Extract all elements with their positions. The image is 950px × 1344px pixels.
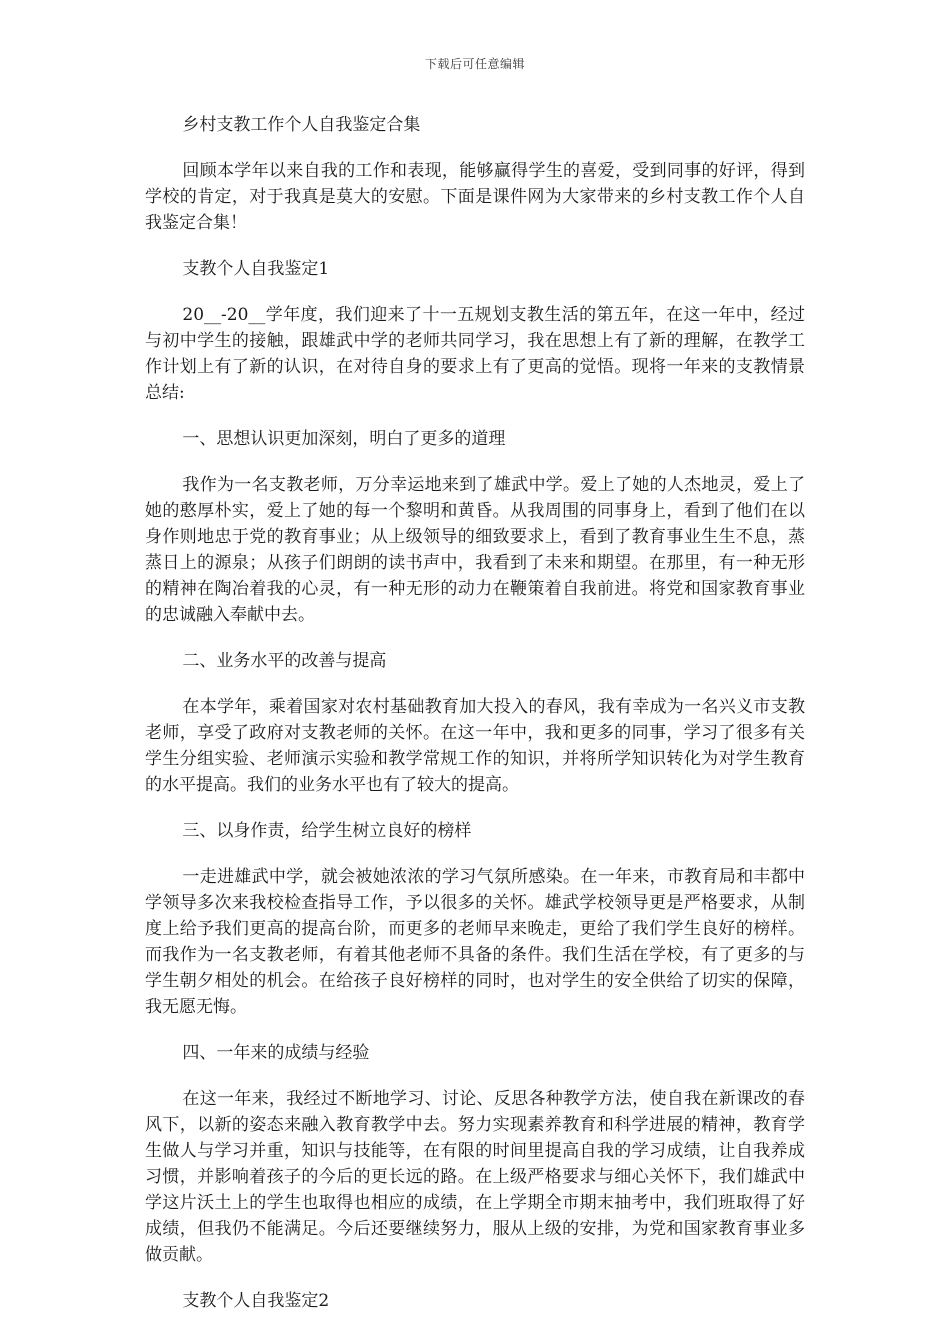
document-title: 乡村支教工作个人自我鉴定合集 <box>182 115 421 135</box>
page-header-note: 下载后可任意编辑 <box>424 57 525 71</box>
section-heading-2: 支教个人自我鉴定2 <box>182 1291 330 1311</box>
body-paragraph: 一走进雄武中学，就会被她浓浓的学习气氛所感染。在一年来，市教育局和丰都中学领导多次来我校检查指导工作，予以很多的关怀。雄武学校领导更是严格要求，从制度上给予我们更高的提高台阶，而更多的老师早来晚走，更给了我们学生良好的榜样。而我作为一名支教老师，有着其他老师不具备的条件。我们生活在学校，有了更多的与学生朝夕相处的机会。在给孩子良好榜样的同时，也对学生的安全供给了切实的保障，我无愿无悔。 <box>145 867 805 1017</box>
body-paragraph: 我作为一名支教老师，万分幸运地来到了雄武中学。爱上了她的人杰地灵，爱上了她的憨厚朴实，爱上了她的每一个黎明和黄昏。从我周围的同事身上，看到了他们在以身作则地忠于党的教育事业；从上级领导的细致要求上，看到了教育事业生生不息，蒸蒸日上的源泉；从孩子们朗朗的读书声中，我看到了未来和期望。在那里，有一种无形的精神在陶冶着我的心灵，有一种无形的动力在鞭策着自我前进。将党和国家教育事业的忠诚融入奉献中去。 <box>145 475 805 625</box>
intro-paragraph: 回顾本学年以来自我的工作和表现，能够赢得学生的喜爱，受到同事的好评，得到学校的肯定，对于我真是莫大的安慰。下面是课件网为大家带来的乡村支教工作个人自我鉴定合集！ <box>145 161 805 233</box>
subsection-heading-2: 二、业务水平的改善与提高 <box>182 651 387 671</box>
subsection-heading-4: 四、一年来的成绩与经验 <box>182 1043 370 1063</box>
body-paragraph: 在本学年，乘着国家对农村基础教育加大投入的春风，我有幸成为一名兴义市支教老师，享受了政府对支教老师的关怀。在这一年中，我和更多的同事，学习了很多有关学生分组实验、老师演示实验和教学常规工作的知识，并将所学知识转化为对学生教育的水平提高。我们的业务水平也有了较大的提高。 <box>145 697 805 795</box>
document-body <box>145 112 805 1334</box>
body-paragraph: 在这一年来，我经过不断地学习、讨论、反思各种教学方法，使自我在新课改的春风下，以新的姿态来融入教育教学中去。努力实现素养教育和科学进展的精神，教育学生做人与学习并重，知识与技能等，在有限的时间里提高自我的学习成绩，让自我养成习惯，并影响着孩子的今后的更长远的路。在上级严格要求与细心关怀下，我们雄武中学这片沃土上的学生也取得也相应的成绩，在上学期全市期末抽考中，我们班取得了好成绩，但我仍不能满足。今后还要继续努力，服从上级的安排，为党和国家教育事业多做贡献。 <box>145 1089 805 1265</box>
body-paragraph: 20__-20__学年度，我们迎来了十一五规划支教生活的第五年，在这一年中，经过与初中学生的接触，跟雄武中学的老师共同学习，我在思想上有了新的理解，在教学工作计划上有了新的认识，在对待自身的要求上有了更高的觉悟。现将一年来的支教情景总结: <box>145 305 805 403</box>
subsection-heading-1: 一、思想认识更加深刻，明白了更多的道理 <box>182 429 506 449</box>
subsection-heading-3: 三、以身作责，给学生树立良好的榜样 <box>182 821 472 841</box>
section-heading-1: 支教个人自我鉴定1 <box>182 259 330 279</box>
